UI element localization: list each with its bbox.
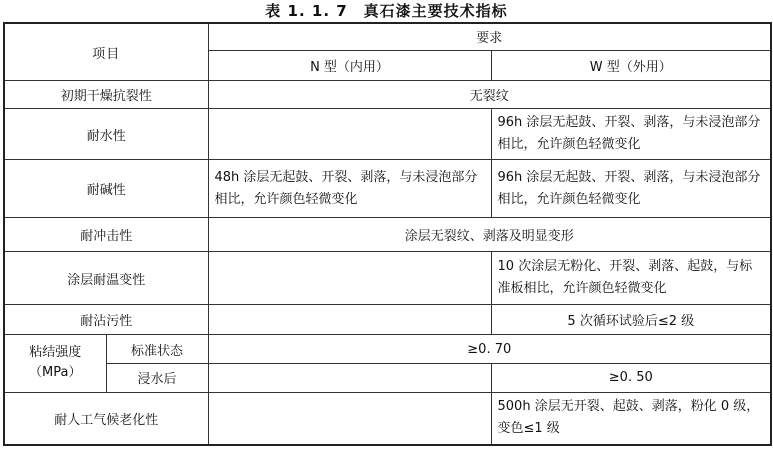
row-value-impact: 涂层无裂纹、剥落及明显变形 <box>208 218 771 251</box>
row-n-water <box>208 108 491 160</box>
row-w-temp: 10 次涂层无粉化、开裂、剥落、起鼓，与标准板相比，允许颜色轻微变化 <box>491 251 771 305</box>
row-w-alkali: 96h 涂层无起鼓、开裂、剥落，与未浸泡部分相比，允许颜色轻微变化 <box>491 160 771 218</box>
row-label-water: 耐水性 <box>4 108 208 160</box>
table-row <box>4 392 771 445</box>
row-label-stain: 耐沾污性 <box>4 305 208 334</box>
row-n-weather <box>208 392 491 445</box>
row-label-temp: 涂层耐温变性 <box>4 251 208 305</box>
row-n-alkali: 48h 涂层无起鼓、开裂、剥落，与未浸泡部分相比，允许颜色轻微变化 <box>208 160 491 218</box>
table-row <box>4 218 771 251</box>
row-label-initial-crack: 初期干燥抗裂性 <box>4 81 208 108</box>
row-label-weather: 耐人工气候老化性 <box>4 392 208 445</box>
row-w-water: 96h 涂层无起鼓、开裂、剥落，与未浸泡部分相比，允许颜色轻微变化 <box>491 108 771 160</box>
bond-label-line2: （MPa） <box>29 365 82 381</box>
header-requirement: 要求 <box>208 23 771 50</box>
row-label-alkali: 耐碱性 <box>4 160 208 218</box>
table-header-row <box>4 23 771 50</box>
table-row <box>4 251 771 305</box>
row-sublabel-bond-soak: 浸水后 <box>106 364 208 392</box>
row-n-bond-soak <box>208 364 491 392</box>
row-value-bond-standard: ≥0. 70 <box>208 334 771 363</box>
row-sublabel-bond-standard: 标准状态 <box>106 334 208 363</box>
table-title: 表 1. 1. 7 真石漆主要技术指标 <box>265 2 508 20</box>
bond-label-line1: 粘结强度 <box>29 345 82 361</box>
table-row <box>4 81 771 108</box>
header-item: 项目 <box>4 23 208 81</box>
table-row <box>4 160 771 218</box>
row-w-bond-soak: ≥0. 50 <box>491 364 771 392</box>
row-n-stain <box>208 305 491 334</box>
table-row <box>4 108 771 160</box>
table-row <box>4 364 771 392</box>
header-w-type: W 型（外用） <box>491 50 771 80</box>
spec-table <box>3 22 772 446</box>
row-w-stain: 5 次循环试验后≤2 级 <box>491 305 771 334</box>
row-label-impact: 耐冲击性 <box>4 218 208 251</box>
header-n-type: N 型（内用） <box>208 50 491 80</box>
table-row <box>4 334 771 363</box>
table-row <box>4 305 771 334</box>
row-label-bond <box>4 334 106 392</box>
row-n-temp <box>208 251 491 305</box>
row-value-initial-crack: 无裂纹 <box>208 81 771 108</box>
row-w-weather: 500h 涂层无开裂、起鼓、剥落，粉化 0 级，变色≤1 级 <box>491 392 771 445</box>
